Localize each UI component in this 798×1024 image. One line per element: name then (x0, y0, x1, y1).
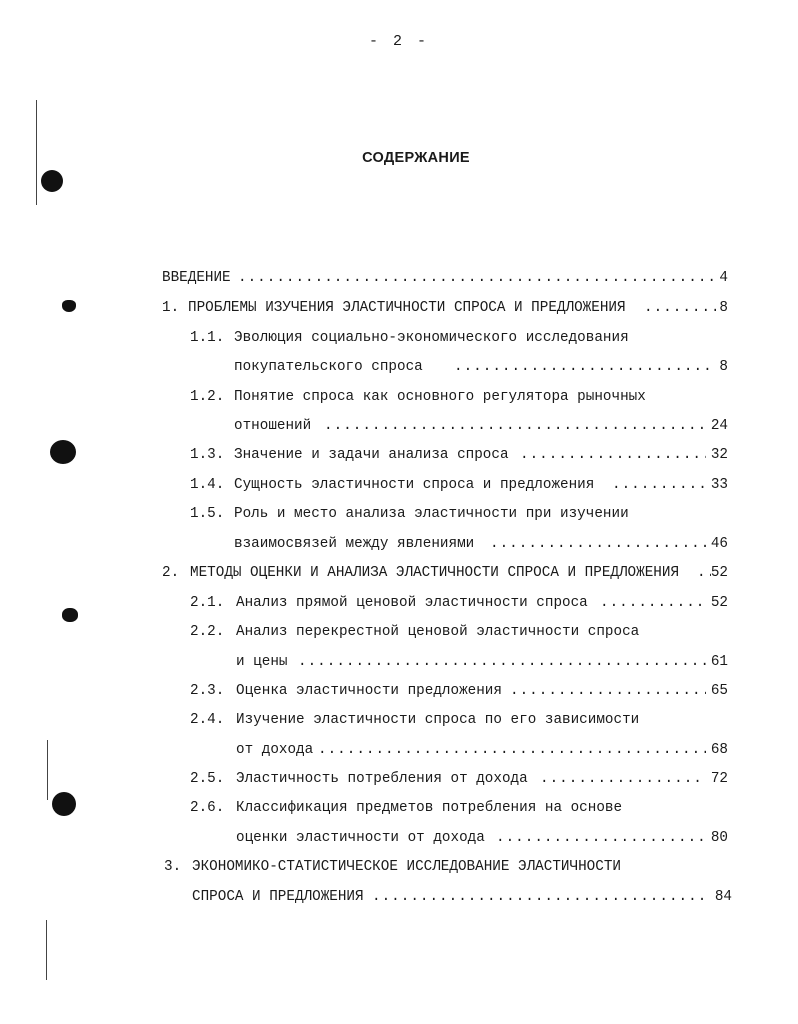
toc-num: 2.2. (190, 624, 225, 640)
toc-page: 80 (710, 830, 728, 846)
toc-entry-s24-cont[interactable] (0, 739, 798, 761)
toc-leader (318, 739, 706, 761)
toc-leader (600, 592, 706, 614)
toc-title: Сущность эластичности спроса и предложения (234, 477, 595, 493)
toc-num: 1.4. (190, 477, 225, 493)
toc-page: 32 (710, 447, 728, 463)
toc-title: взаимосвязей между явлениями (234, 536, 475, 552)
toc-entry-s14[interactable] (0, 474, 798, 496)
toc-num: 3. (164, 859, 182, 875)
toc-leader (520, 444, 706, 466)
toc-title: Эволюция социально-экономического исследования (234, 330, 629, 346)
toc-entry-s22[interactable] (0, 621, 798, 643)
toc-title: оценки эластичности от дохода (236, 830, 485, 846)
binding-hole-mark (41, 170, 63, 192)
toc-entry-s21[interactable] (0, 592, 798, 614)
toc-leader (372, 886, 706, 908)
toc-num: 1.3. (190, 447, 225, 463)
toc-leader (490, 533, 706, 555)
toc-num: 1.2. (190, 389, 225, 405)
toc-entry-s12[interactable] (0, 386, 798, 408)
toc-title: МЕТОДЫ ОЦЕНКИ И АНАЛИЗА ЭЛАСТИЧНОСТИ СПРОСА И ПРЕДЛОЖЕНИЯ (190, 565, 680, 581)
toc-entry-s23[interactable] (0, 680, 798, 702)
toc-page: 72 (710, 771, 728, 787)
toc-entry-intro[interactable] (0, 267, 798, 289)
toc-leader (238, 267, 716, 289)
toc-entry-ch3[interactable] (0, 856, 798, 878)
toc-title: и цены (236, 654, 288, 670)
toc-page: 52 (710, 565, 728, 581)
toc-num: 1.1. (190, 330, 225, 346)
toc-entry-s15-cont[interactable] (0, 533, 798, 555)
toc-entry-ch3-cont[interactable] (0, 886, 798, 908)
toc-page: 24 (710, 418, 728, 434)
toc-title: ЭКОНОМИКО-СТАТИСТИЧЕСКОЕ ИССЛЕДОВАНИЕ ЭЛАСТИЧНОСТИ (192, 859, 621, 875)
toc-num: 2.5. (190, 771, 225, 787)
toc-page: 33 (710, 477, 728, 493)
toc-page: 4 (719, 270, 728, 286)
toc-num: 2.4. (190, 712, 225, 728)
toc-page: 68 (710, 742, 728, 758)
toc-title: Классификация предметов потребления на основе (236, 800, 623, 816)
margin-line (46, 920, 47, 980)
toc-leader (697, 562, 711, 584)
toc-title: Оценка эластичности предложения (236, 683, 502, 699)
toc-title: СПРОСА И ПРЕДЛОЖЕНИЯ (192, 889, 364, 905)
toc-leader (510, 680, 706, 702)
toc-entry-ch2[interactable] (0, 562, 798, 584)
toc-entry-s15[interactable] (0, 503, 798, 525)
toc-num: 1. (162, 300, 180, 316)
toc-title: Роль и место анализа эластичности при изучении (234, 506, 629, 522)
toc-entry-s24[interactable] (0, 709, 798, 731)
toc-title: покупательского спроса (234, 359, 423, 375)
toc-num: 2. (162, 565, 180, 581)
toc-leader (298, 651, 706, 673)
toc-leader (324, 415, 706, 437)
toc-title: Анализ прямой ценовой эластичности спроса (236, 595, 588, 611)
toc-page: 46 (710, 536, 728, 552)
toc-title: Значение и задачи анализа спроса (234, 447, 509, 463)
toc-title: Изучение эластичности спроса по его зависимости (236, 712, 640, 728)
toc-num: 2.3. (190, 683, 225, 699)
toc-entry-s26-cont[interactable] (0, 827, 798, 849)
toc-page: 84 (714, 889, 732, 905)
toc-num: 1.5. (190, 506, 225, 522)
toc-entry-s26[interactable] (0, 797, 798, 819)
toc-title: ПРОБЛЕМЫ ИЗУЧЕНИЯ ЭЛАСТИЧНОСТИ СПРОСА И ПРЕДЛОЖЕНИЯ (188, 300, 626, 316)
toc-title: от дохода (236, 742, 314, 758)
page-number: - 2 - (368, 33, 429, 50)
toc-leader (644, 297, 716, 319)
toc-title: Эластичность потребления от дохода (236, 771, 528, 787)
toc-num: 2.1. (190, 595, 225, 611)
toc-title: отношений (234, 418, 312, 434)
toc-entry-s12-cont[interactable] (0, 415, 798, 437)
toc-page: 52 (710, 595, 728, 611)
toc-leader (540, 768, 706, 790)
toc-page: 8 (719, 359, 728, 375)
toc-entry-s11-cont[interactable] (0, 356, 798, 378)
toc-title: Анализ перекрестной ценовой эластичности спроса (236, 624, 640, 640)
toc-entry-s25[interactable] (0, 768, 798, 790)
toc-leader (612, 474, 706, 496)
toc-title: Понятие спроса как основного регулятора рыночных (234, 389, 646, 405)
toc-entry-s22-cont[interactable] (0, 651, 798, 673)
toc-page: 65 (710, 683, 728, 699)
toc-page: 8 (719, 300, 728, 316)
toc-page: 61 (710, 654, 728, 670)
toc-leader (496, 827, 706, 849)
toc-heading: СОДЕРЖАНИЕ (362, 150, 470, 166)
toc-num: 2.6. (190, 800, 225, 816)
toc-leader (454, 356, 716, 378)
toc-title: ВВЕДЕНИЕ (162, 270, 231, 286)
toc-entry-s11[interactable] (0, 327, 798, 349)
toc-entry-s13[interactable] (0, 444, 798, 466)
toc-entry-ch1[interactable] (0, 297, 798, 319)
